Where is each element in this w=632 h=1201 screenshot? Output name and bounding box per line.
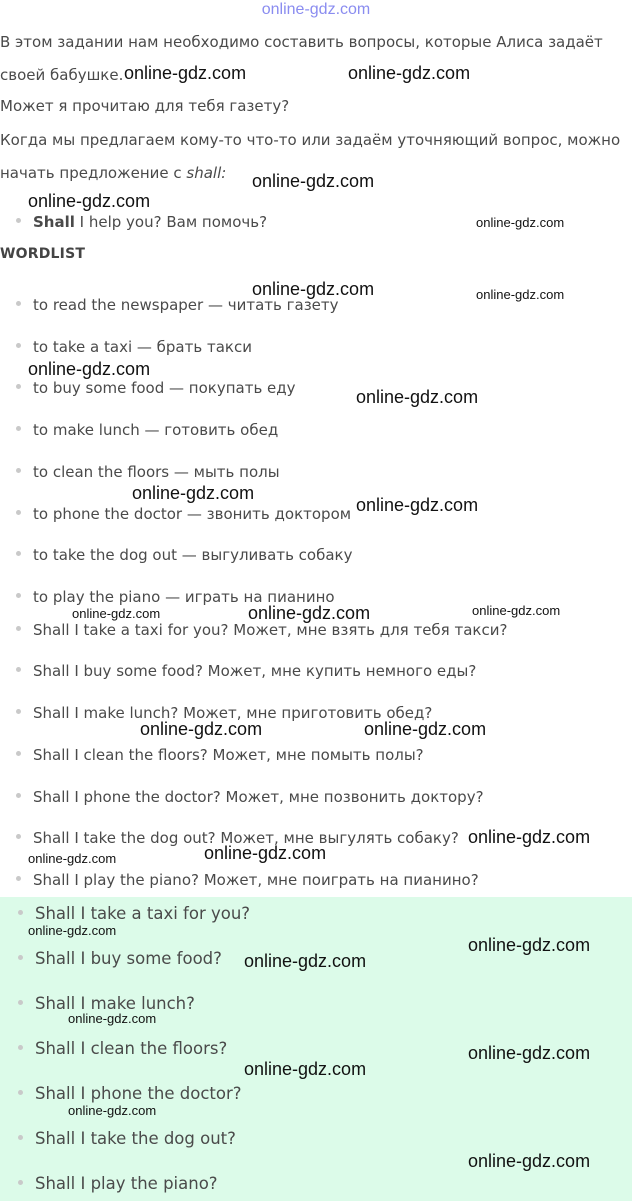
- watermark: online-gdz.com: [72, 606, 161, 621]
- bullet-icon: [16, 551, 21, 556]
- list-item: [16, 870, 479, 890]
- watermark: online-gdz.com: [468, 1151, 591, 1171]
- watermark: online-gdz.com: [68, 1103, 157, 1118]
- list-item: [16, 745, 424, 765]
- watermark: online-gdz.com: [204, 843, 327, 863]
- bullet-icon: [18, 910, 23, 915]
- bullet-icon: [16, 709, 21, 714]
- wordlist-text: to read the newspaper — читать газету: [33, 296, 339, 314]
- bullet-icon: [16, 667, 21, 672]
- list-item: [16, 545, 352, 565]
- bullet-icon: [16, 426, 21, 431]
- translation-text: Shall I take a taxi for you? Может, мне взять для тебя такси?: [33, 621, 508, 639]
- answer-text: Shall I take the dog out?: [35, 1129, 236, 1148]
- wordlist-text: to play the piano — играть на пианино: [33, 588, 335, 606]
- bullet-icon: [18, 955, 23, 960]
- watermark: online-gdz.com: [124, 63, 247, 83]
- header-watermark: online-gdz.com: [261, 1, 371, 18]
- bullet-icon: [16, 626, 21, 631]
- wordlist-text: to phone the doctor — звонить доктором: [33, 505, 352, 523]
- watermark: online-gdz.com: [468, 827, 591, 847]
- translation-text: Shall I buy some food? Может, мне купить немного еды?: [33, 662, 477, 680]
- watermark: online-gdz.com: [476, 287, 565, 302]
- translation-text: Shall I take the dog out? Может, мне выгулять собаку?: [33, 829, 459, 847]
- intro-line-4: Когда мы предлагаем кому-то что-то или задаём уточняющий вопрос, можно: [0, 131, 621, 149]
- example-bold: Shall: [33, 213, 75, 231]
- watermark: online-gdz.com: [252, 279, 375, 299]
- watermark: online-gdz.com: [348, 63, 471, 83]
- watermark: online-gdz.com: [252, 171, 375, 191]
- intro-line-5-text: начать предложение с: [0, 164, 187, 182]
- watermark: online-gdz.com: [244, 1059, 367, 1079]
- watermark: online-gdz.com: [68, 1011, 157, 1026]
- wordlist-text: to buy some food — покупать еду: [33, 379, 296, 397]
- list-item: [16, 661, 476, 681]
- list-item: [18, 1129, 236, 1149]
- answer-text: Shall I clean the floors?: [35, 1039, 228, 1058]
- bullet-icon: [16, 876, 21, 881]
- watermark: online-gdz.com: [472, 603, 561, 618]
- translation-text: Shall I play the piano? Может, мне поиграть на пианино?: [33, 871, 479, 889]
- list-item: [16, 337, 252, 357]
- answer-text: Shall I take a taxi for you?: [35, 904, 251, 923]
- bullet-icon: [16, 834, 21, 839]
- watermark: online-gdz.com: [248, 603, 371, 623]
- list-item: [16, 504, 351, 524]
- list-item: [16, 378, 296, 398]
- watermark: online-gdz.com: [476, 215, 565, 230]
- intro-line-3: Может я прочитаю для тебя газету?: [0, 97, 290, 115]
- bullet-icon: [16, 343, 21, 348]
- list-item: [18, 1174, 218, 1194]
- list-item: [16, 462, 280, 482]
- bullet-icon: [16, 301, 21, 306]
- watermark: online-gdz.com: [28, 191, 151, 211]
- translation-text: Shall I make lunch? Может, мне приготовить обед?: [33, 704, 433, 722]
- bullet-icon: [16, 751, 21, 756]
- watermark: online-gdz.com: [28, 851, 117, 866]
- bullet-icon: [18, 1180, 23, 1185]
- intro-line-2: своей бабушке.: [0, 66, 124, 84]
- watermark: online-gdz.com: [28, 923, 117, 938]
- bullet-icon: [16, 384, 21, 389]
- intro-line-1: В этом задании нам необходимо составить вопросы, которые Алиса задаёт: [0, 33, 603, 51]
- bullet-icon: [18, 1000, 23, 1005]
- watermark: online-gdz.com: [244, 951, 367, 971]
- bullet-icon: [16, 793, 21, 798]
- wordlist-heading: WORDLIST: [0, 246, 86, 262]
- answer-text: Shall I make lunch?: [35, 994, 195, 1013]
- bullet-icon: [16, 510, 21, 515]
- list-item: [16, 787, 484, 807]
- answer-text: Shall I buy some food?: [35, 949, 222, 968]
- bullet-icon: [18, 1135, 23, 1140]
- watermark: online-gdz.com: [364, 719, 487, 739]
- watermark: online-gdz.com: [356, 387, 479, 407]
- example-item: [16, 212, 267, 232]
- bullet-icon: [16, 468, 21, 473]
- watermark: online-gdz.com: [132, 483, 255, 503]
- bullet-icon: [16, 218, 21, 223]
- watermark: online-gdz.com: [468, 935, 591, 955]
- bullet-icon: [18, 1090, 23, 1095]
- watermark: online-gdz.com: [468, 1043, 591, 1063]
- translation-text: Shall I phone the doctor? Может, мне позвонить доктору?: [33, 788, 484, 806]
- bullet-icon: [18, 1045, 23, 1050]
- watermark: online-gdz.com: [28, 359, 151, 379]
- wordlist-text: to clean the floors — мыть полы: [33, 463, 280, 481]
- answer-text: Shall I phone the doctor?: [35, 1084, 242, 1103]
- translation-text: Shall I clean the floors? Может, мне помыть полы?: [33, 746, 424, 764]
- list-item: [16, 420, 278, 440]
- bullet-icon: [16, 593, 21, 598]
- example-rest: I help you? Вам помочь?: [74, 213, 268, 231]
- answer-text: Shall I play the piano?: [35, 1174, 218, 1193]
- wordlist-text: to take the dog out — выгуливать собаку: [33, 546, 353, 564]
- wordlist-text: to take a taxi — брать такси: [33, 338, 252, 356]
- wordlist-text: to make lunch — готовить обед: [33, 421, 279, 439]
- list-item: [18, 949, 222, 969]
- watermark: online-gdz.com: [140, 719, 263, 739]
- list-item: [18, 1039, 227, 1059]
- intro-line-5-em: shall:: [186, 164, 227, 182]
- watermark: online-gdz.com: [356, 495, 479, 515]
